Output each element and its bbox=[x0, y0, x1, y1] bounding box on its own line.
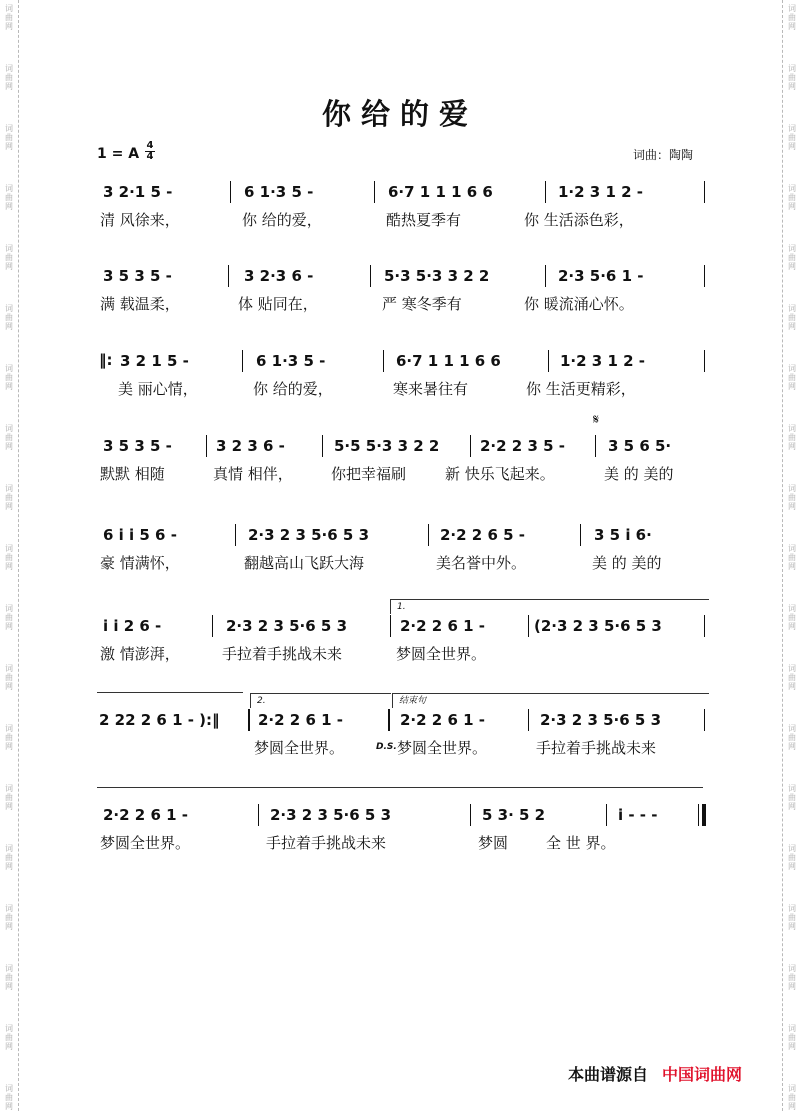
measure-notes: 2·2 2 6 1 - bbox=[258, 711, 343, 729]
watermark-text: 词 曲 网 bbox=[788, 364, 796, 391]
lyric-segment: 你 暖流涌心怀。 bbox=[524, 295, 634, 313]
notation-line bbox=[0, 436, 800, 462]
time-signature bbox=[145, 141, 155, 162]
watermark-text: 词 曲 网 bbox=[5, 184, 13, 211]
watermark-text: 词 曲 网 bbox=[788, 904, 796, 931]
lyric-segment: 酷热夏季有 bbox=[386, 211, 462, 229]
lyric-segment: 美 丽心情， bbox=[118, 380, 198, 398]
barline bbox=[595, 435, 596, 457]
source-label: 本曲谱源自 bbox=[568, 1065, 649, 1084]
measure-notes: 3 5 6 5· bbox=[608, 437, 672, 455]
lyric-segment: 默默 相随 bbox=[100, 465, 165, 483]
watermark-text: 词 曲 网 bbox=[788, 544, 796, 571]
measure-notes: 2·2 2 6 5 - bbox=[440, 526, 525, 544]
measure-notes: 2·2 2 6 1 - bbox=[103, 806, 188, 824]
lyric-line bbox=[0, 379, 800, 401]
lyric-segment: 全 世 界。 bbox=[546, 834, 616, 852]
watermark-text: 词 曲 网 bbox=[788, 664, 796, 691]
measure-notes: 3 5 3 5 - bbox=[103, 437, 172, 455]
lyric-segment: 梦圆全世界。 bbox=[396, 645, 487, 663]
watermark-text: 词 曲 网 bbox=[5, 124, 13, 151]
barline bbox=[383, 350, 384, 372]
measure-notes: 3 2 1 5 - bbox=[120, 352, 189, 370]
author-credit: 词曲：陶陶 bbox=[633, 148, 694, 162]
watermark-text: 词 曲 网 bbox=[788, 424, 796, 451]
segno-sign: 𝄋 bbox=[593, 412, 600, 428]
watermark-text: 词 曲 网 bbox=[5, 304, 13, 331]
watermark-text: 词 曲 网 bbox=[788, 784, 796, 811]
watermark-text: 词 曲 网 bbox=[5, 844, 13, 871]
barline bbox=[545, 181, 546, 203]
lyric-line bbox=[0, 464, 800, 486]
watermark-text: 词 曲 网 bbox=[788, 184, 796, 211]
barline bbox=[704, 181, 705, 203]
song-title: 你给的爱 bbox=[321, 97, 478, 131]
measure-notes: 6·7 1 1 1 6 6 bbox=[396, 352, 501, 370]
measure-notes: 3 2·3 6 - bbox=[244, 267, 314, 285]
lyric-segment: 梦圆全世界。 bbox=[254, 739, 345, 757]
measure-notes: 2·3 5·6 1 - bbox=[558, 267, 644, 285]
time-signature-numerator: 4 bbox=[146, 140, 154, 151]
lyric-segment: 手拉着手挑战未来 bbox=[222, 645, 343, 663]
first-ending-bracket: 1. bbox=[390, 599, 709, 614]
lyric-segment: 美 的 美的 bbox=[592, 554, 662, 572]
lyric-segment: 体 贴同在， bbox=[238, 295, 318, 313]
measure-notes: 6 i i 5 6 - bbox=[103, 526, 177, 544]
lyric-line bbox=[0, 210, 800, 232]
barline bbox=[580, 524, 581, 546]
lyric-segment: 新 快乐飞起来。 bbox=[445, 465, 555, 483]
final-barline-thick bbox=[702, 804, 706, 826]
lyric-segment: 激 情澎湃， bbox=[100, 645, 180, 663]
notation-line bbox=[0, 351, 800, 377]
watermark-text: 词 曲 网 bbox=[788, 124, 796, 151]
lyric-segment: 手拉着手挑战未来 bbox=[266, 834, 387, 852]
watermark-text: 词 曲 网 bbox=[788, 1084, 796, 1111]
score-system-4 bbox=[0, 412, 800, 506]
watermark-text: 词 曲 网 bbox=[5, 1084, 13, 1111]
notation-line bbox=[0, 805, 800, 831]
barline bbox=[390, 615, 391, 637]
measure-notes: 2·2 2 3 5 - bbox=[480, 437, 565, 455]
lyric-segment: 你 生活更精彩， bbox=[526, 380, 636, 398]
measure-notes: 2·2 2 6 1 - bbox=[400, 711, 485, 729]
lyric-segment: 你把幸福刷 bbox=[331, 465, 407, 483]
watermark-text: 词 曲 网 bbox=[788, 604, 796, 631]
watermark-text: 词 曲 网 bbox=[788, 484, 796, 511]
watermark-text: 词 曲 网 bbox=[788, 964, 796, 991]
lyric-segment: 你 给的爱， bbox=[242, 211, 322, 229]
measure-notes: 5·5 5·3 3 2 2 bbox=[334, 437, 440, 455]
lyric-segment: 美 的 美的 bbox=[604, 465, 674, 483]
barline bbox=[470, 804, 471, 826]
lyric-line bbox=[0, 553, 800, 575]
notation-line bbox=[0, 266, 800, 292]
barline bbox=[374, 181, 375, 203]
barline bbox=[370, 265, 371, 287]
watermark-text: 词 曲 网 bbox=[5, 4, 13, 31]
measure-notes: (2·3 2 3 5·6 5 3 bbox=[534, 617, 662, 635]
barline bbox=[704, 265, 705, 287]
lyric-segment: 寒来暑往有 bbox=[393, 380, 469, 398]
measure-notes: 2·3 2 3 5·6 5 3 bbox=[540, 711, 662, 729]
coda-ending-bracket: 结束句 bbox=[392, 693, 709, 708]
time-signature-denominator: 4 bbox=[146, 151, 154, 162]
barline bbox=[606, 804, 607, 826]
barline bbox=[704, 615, 705, 637]
lyric-segment: 翻越高山飞跃大海 bbox=[244, 554, 365, 572]
barline bbox=[704, 709, 705, 731]
watermark-text: 词 曲 网 bbox=[5, 424, 13, 451]
score-system-1 bbox=[0, 182, 800, 252]
notation-line bbox=[0, 182, 800, 208]
lyric-line bbox=[0, 738, 800, 760]
measure-notes: 2·3 2 3 5·6 5 3 bbox=[270, 806, 392, 824]
lyric-segment: 清 风徐来， bbox=[100, 211, 180, 229]
final-barline-thin bbox=[698, 804, 699, 826]
barline bbox=[388, 709, 390, 731]
score-system-7 bbox=[0, 696, 800, 780]
score-system-8 bbox=[0, 805, 800, 875]
watermark-text: 词 曲 网 bbox=[5, 604, 13, 631]
barline bbox=[228, 265, 229, 287]
barline bbox=[528, 615, 529, 637]
measure-notes: 2·3 2 3 5·6 5 3 bbox=[248, 526, 370, 544]
lyric-segment: 严 寒冬季有 bbox=[382, 295, 462, 313]
watermark-text: 词 曲 网 bbox=[788, 4, 796, 31]
watermark-text: 词 曲 网 bbox=[788, 844, 796, 871]
watermark-text: 词 曲 网 bbox=[5, 1024, 13, 1051]
measure-notes: 5 3· 5 2 bbox=[482, 806, 546, 824]
second-ending-bracket: 2. bbox=[250, 693, 391, 708]
watermark-text: 词 曲 网 bbox=[5, 964, 13, 991]
barline bbox=[212, 615, 213, 637]
lyric-line bbox=[0, 644, 800, 666]
lyric-segment: 你 生活添色彩， bbox=[524, 211, 634, 229]
lyric-segment: 梦圆全世界。 bbox=[397, 739, 488, 757]
score-system-2 bbox=[0, 266, 800, 336]
notation-line bbox=[0, 710, 800, 736]
measure-notes: 6 1·3 5 - bbox=[256, 352, 326, 370]
lyric-line bbox=[0, 833, 800, 855]
barline bbox=[548, 350, 549, 372]
lyric-segment: 美名誉中外。 bbox=[436, 554, 527, 572]
continuation-line bbox=[97, 692, 243, 693]
watermark-text: 词 曲 网 bbox=[5, 784, 13, 811]
measure-notes: 1·2 3 1 2 - bbox=[560, 352, 645, 370]
measure-notes: 6 1·3 5 - bbox=[244, 183, 314, 201]
ds-marking: D.S. bbox=[376, 742, 397, 752]
watermark-text: 词 曲 网 bbox=[788, 1024, 796, 1051]
barline bbox=[322, 435, 323, 457]
measure-notes: 5·3 5·3 3 2 2 bbox=[384, 267, 490, 285]
barline bbox=[258, 804, 259, 826]
continuation-line bbox=[97, 787, 703, 788]
barline bbox=[545, 265, 546, 287]
lyric-segment: 你 给的爱， bbox=[253, 380, 333, 398]
watermark-text: 词 曲 网 bbox=[788, 304, 796, 331]
barline bbox=[704, 350, 705, 372]
score-system-5 bbox=[0, 525, 800, 595]
repeat-start-sign: ‖: bbox=[99, 351, 113, 369]
barline bbox=[242, 350, 243, 372]
barline bbox=[428, 524, 429, 546]
score-system-3 bbox=[0, 351, 800, 421]
lyric-segment: 真情 相伴， bbox=[213, 465, 293, 483]
source-footer bbox=[568, 1062, 742, 1085]
barline bbox=[248, 709, 250, 731]
measure-notes: 3 5 i 6· bbox=[594, 526, 652, 544]
watermark-text: 词 曲 网 bbox=[5, 484, 13, 511]
watermark-text: 词 曲 网 bbox=[5, 244, 13, 271]
measure-notes: 2·3 2 3 5·6 5 3 bbox=[226, 617, 348, 635]
measure-notes: 2 22 2 6 1 - ):‖ bbox=[99, 711, 220, 729]
lyric-segment: 梦圆全世界。 bbox=[100, 834, 191, 852]
measure-notes: 6·7 1 1 1 6 6 bbox=[388, 183, 493, 201]
measure-notes: 2·2 2 6 1 - bbox=[400, 617, 485, 635]
lyric-segment: 满 载温柔， bbox=[100, 295, 180, 313]
watermark-text: 词 曲 网 bbox=[788, 724, 796, 751]
measure-notes: i i 2 6 - bbox=[103, 617, 162, 635]
lyric-segment: 手拉着手挑战未来 bbox=[536, 739, 657, 757]
watermark-text: 词 曲 网 bbox=[5, 724, 13, 751]
barline bbox=[206, 435, 207, 457]
notation-line bbox=[0, 616, 800, 642]
watermark-text: 词 曲 网 bbox=[5, 64, 13, 91]
watermark-text: 词 曲 网 bbox=[788, 244, 796, 271]
barline bbox=[230, 181, 231, 203]
measure-notes: 3 2·1 5 - bbox=[103, 183, 173, 201]
watermark-text: 词 曲 网 bbox=[788, 64, 796, 91]
watermark-text: 词 曲 网 bbox=[5, 364, 13, 391]
lyric-line bbox=[0, 294, 800, 316]
barline bbox=[470, 435, 471, 457]
lyric-segment: 梦圆 bbox=[478, 834, 509, 852]
notation-line bbox=[0, 525, 800, 551]
watermark-text: 词 曲 网 bbox=[5, 904, 13, 931]
source-site-link[interactable]: 中国词曲网 bbox=[662, 1065, 743, 1084]
barline bbox=[235, 524, 236, 546]
measure-notes: 1·2 3 1 2 - bbox=[558, 183, 643, 201]
measure-notes: i - - - bbox=[618, 806, 658, 824]
measure-notes: 3 2 3 6 - bbox=[216, 437, 285, 455]
lyric-segment: 豪 情满怀， bbox=[100, 554, 180, 572]
watermark-text: 词 曲 网 bbox=[5, 664, 13, 691]
watermark-text: 词 曲 网 bbox=[5, 544, 13, 571]
barline bbox=[528, 709, 529, 731]
measure-notes: 3 5 3 5 - bbox=[103, 267, 172, 285]
score-system-6 bbox=[0, 602, 800, 686]
key-signature: 1 = A bbox=[97, 146, 140, 162]
